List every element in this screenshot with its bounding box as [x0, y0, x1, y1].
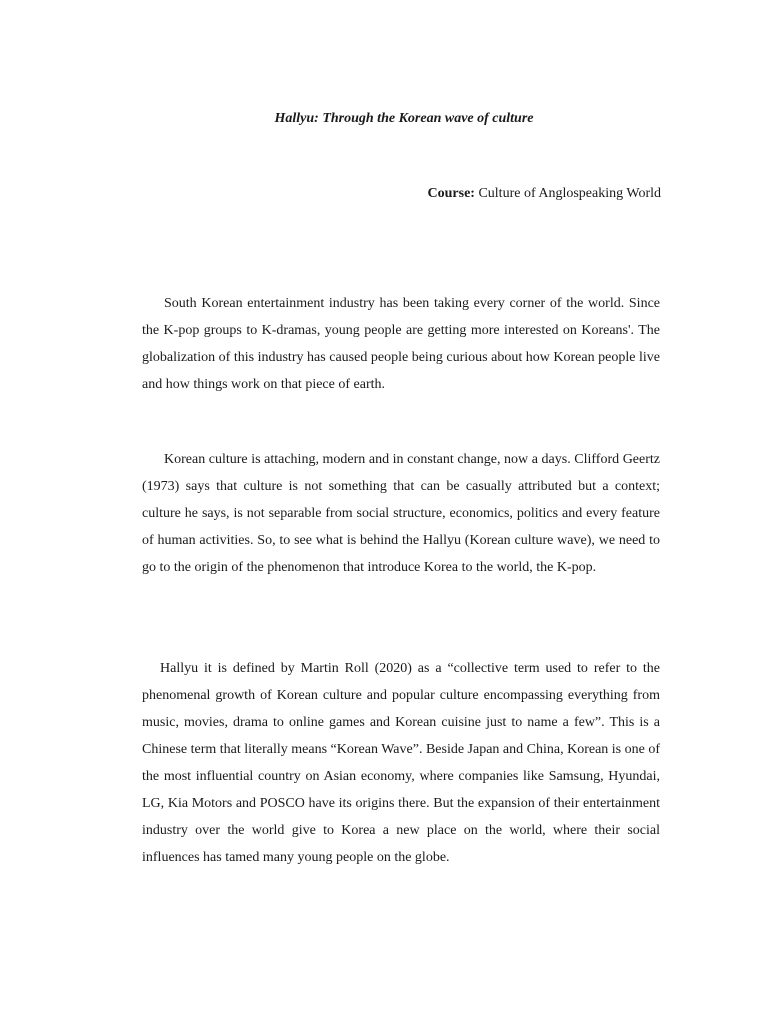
course-value: Culture of Anglospeaking World: [478, 186, 661, 201]
paragraph-3: Hallyu it is defined by Martin Roll (2020) as a “collective term used to refer to the phenomenal growth of Korean culture and popular culture encompassing everything from music, movies, drama to online games and Korean cuisine just to name a few”. This is a Chinese term that literally means “Korean Wave”. Beside Japan and China, Korean is one of the most influential country on Asian economy, where companies like Samsung, Hyundai, LG, Kia Motors and POSCO have its origins there. But the expansion of their entertainment industry over the world give to Korea a new place on the world, where their social influences has tamed many young people on the globe.: [142, 661, 660, 865]
paragraph-2: Korean culture is attaching, modern and in constant change, now a days. Clifford Geertz (1973) says that culture is not something that can be casually attributed but a context; culture he says, is not separable from social structure, economics, politics and every feature of human activities. So, to see what is behind the Hallyu (Korean culture wave), we need to go to the origin of the phenomenon that introduce Korea to the world, the K-pop.: [142, 452, 660, 575]
document-title: Hallyu: Through the Korean wave of culture: [274, 111, 534, 126]
course-line: [428, 183, 661, 205]
course-label: Course:: [427, 186, 475, 201]
paragraph-1: South Korean entertainment industry has been taking every corner of the world. Since the K-pop groups to K-dramas, young people are getting more interested on Koreans'. The globalization of this industry has caused people being curious about how Korean people live and how things work on that piece of earth.: [142, 296, 660, 392]
